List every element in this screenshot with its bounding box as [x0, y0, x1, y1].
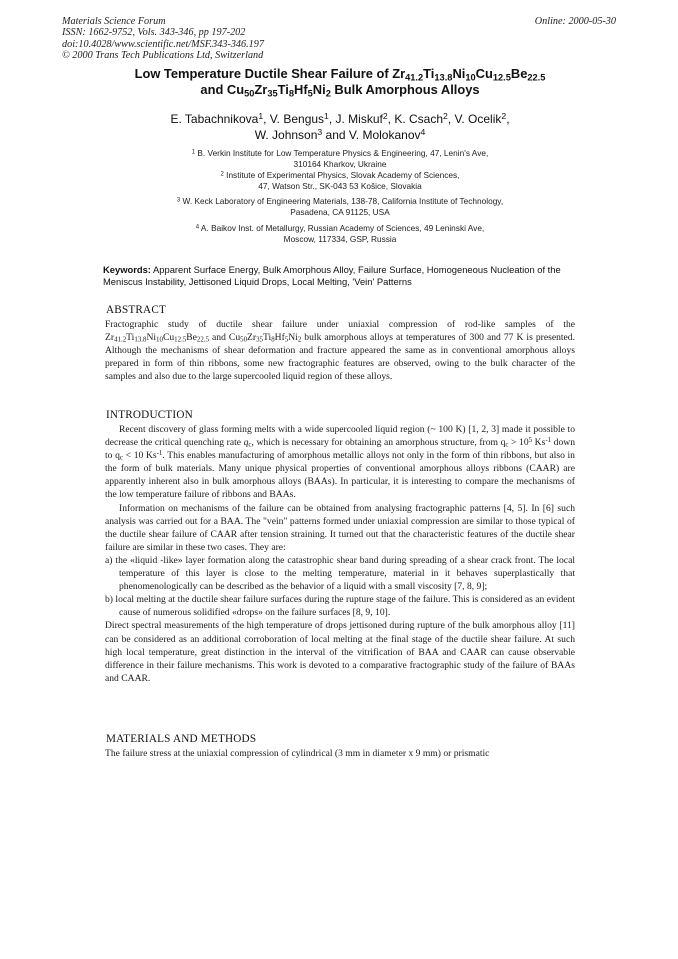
- journal-header: [62, 16, 264, 62]
- author-line-1: E. Tabachnikova$^1$, V. Bengus$^1$, J. Miskuf$^2$, K. Csach$^2$, V. Ocelik$^2$,: [170, 111, 510, 126]
- author-list: [90, 111, 590, 144]
- affiliation-4: $^4$ A. Baikov Inst. of Metallurgy, Russian Academy of Sciences, 49 Leninski Ave, Moscow, 117334, GSP, Russia: [195, 223, 485, 244]
- title-line-2: and $Cu_{50}Zr_{35}Ti_8Hf_5Ni_2$ Bulk Amorphous Alloys: [200, 82, 480, 99]
- paper-title: [70, 66, 610, 98]
- intro-list-item-a: a) the «liquid -like» layer formation along the catastrophic shear band during spreading of a shear crack front. The local temperature of this layer is close to the melting temperature, material in it behaves superplastically that phenomenologically can be described as the behavior of a liquid with a small viscosity [7, 8, 9];: [105, 554, 575, 593]
- intro-list-item-b: b) local melting at the ductile shear failure surfaces during the rupture stage of the failure. This is considered as an evident cause of numerous solidified «drops» on the failure surfaces [8, 9, 10].: [105, 594, 575, 619]
- methods-body: The failure stress at the uniaxial compression of cylindrical (3 mm in diameter x 9 mm) or prismatic: [105, 748, 490, 759]
- author-line-2: W. Johnson$^3$ and V. Molokanov$^4$: [254, 127, 426, 143]
- online-date: Online: 2000-05-30: [534, 16, 616, 27]
- intro-paragraph-3: Direct spectral measurements of the high temperature of drops jettisoned during rupture of the bulk amorphous alloy [11] can be considered as an additional corroboration of local melting at the final stage of the ductile shear failure. At such high local temperature, great distinction in the interval of the vitrification of BAA and CAAR can cause observable difference in their failure mechanisms. This work is devoted to a comparative fractographic study of the failure of BAAs and CAAR.: [105, 620, 575, 684]
- affiliation-3: $^3$ W. Keck Laboratory of Engineering Materials, 138-78, California Institute of Technology, Pasadena, CA 91125, USA: [176, 196, 504, 217]
- intro-paragraph-2: Information on mechanisms of the failure can be obtained from analysing fractographic patterns [4, 5]. In [6] such analysis was carried out for a BAA. The "vein" patterns formed under uniaxial compression are similar to those typical of the ductile shear failure of CAAR after tension straining. It turned out that the characteristic features of the ductile shear failure are similar in these two cases. They are:: [105, 502, 575, 553]
- affiliation-1: $^1$ B. Verkin Institute for Low Temperature Physics & Engineering, 47, Lenin's Ave, 310164 Kharkov, Ukraine: [191, 148, 489, 169]
- title-line-1: Low Temperature Ductile Shear Failure of $Zr_{41.2}Ti_{13.8}Ni_{10}Cu_{12.5}Be_{22.5}$: [134, 66, 546, 83]
- methods-heading: MATERIALS AND METHODS: [106, 733, 257, 745]
- abstract-body: Fractographic study of ductile shear failure under uniaxial compression of rod-like samples of the $Zr_{41.2}Ti_{13.8}Ni_{10}Cu_{12.5}Be_{22.5}$ and $Cu_{50}Zr_{35}Ti_8Hf_5Ni_2$ bulk amorphous alloys at temperatures of 300 and 77 K is presented. Although the mechanisms of shear deformation and fracture appeared the same as in conventional amorphous alloys prepared in form of thin ribbons, some new fractographic features are observed, owing to the bulk character of the samples and also due to the large supercooled liquid region of these alloys.: [105, 319, 575, 383]
- issn-line: ISSN: 1662-9752, Vols. 343-346, pp 197-202: [62, 27, 246, 39]
- copyright-line: © 2000 Trans Tech Publications Ltd, Switzerland: [62, 50, 264, 62]
- keywords-label: Keywords:: [103, 264, 151, 275]
- affiliation-2: $^2$ Institute of Experimental Physics, Slovak Academy of Sciences, 47, Watson Str., SK-043 53 Košice, Slovakia: [220, 170, 460, 191]
- intro-paragraph-1: Recent discovery of glass forming melts with a wide supercooled liquid region (~ 100 K) [1, 2, 3] made it possible to decrease the critical quenching rate $q_c$, which is necessary for obtaining an amorphous structure, from $q_c > 10^5$ $Ks^{-1}$ down to $q_c < 10$ $Ks^{-1}$. This enables manufacturing of amorphous metallic alloys not only in the form of thin ribbons, but also in the form of bulk materials. Many unique physical properties of conventional amorphous alloys ribbons (CAAR) are apparently inherent also in bulk amorphous alloys (BAAs). In particular, it is interesting to compare the mechanisms of the low temperature failure of ribbons and BAAs.: [105, 424, 575, 501]
- journal-name: Materials Science Forum: [62, 16, 166, 27]
- keywords-text: Apparent Surface Energy, Bulk Amorphous Alloy, Failure Surface, Homogeneous Nucleation of the Meniscus Instability, Jettisoned Liquid Drops, Local Melting, 'Vein' Patterns: [103, 264, 561, 287]
- introduction-body: [105, 423, 575, 685]
- abstract-heading: ABSTRACT: [106, 304, 167, 316]
- keywords: [103, 264, 583, 288]
- introduction-heading: INTRODUCTION: [106, 409, 193, 421]
- doi-line[interactable]: doi:10.4028/www.scientific.net/MSF.343-346.197: [62, 38, 264, 50]
